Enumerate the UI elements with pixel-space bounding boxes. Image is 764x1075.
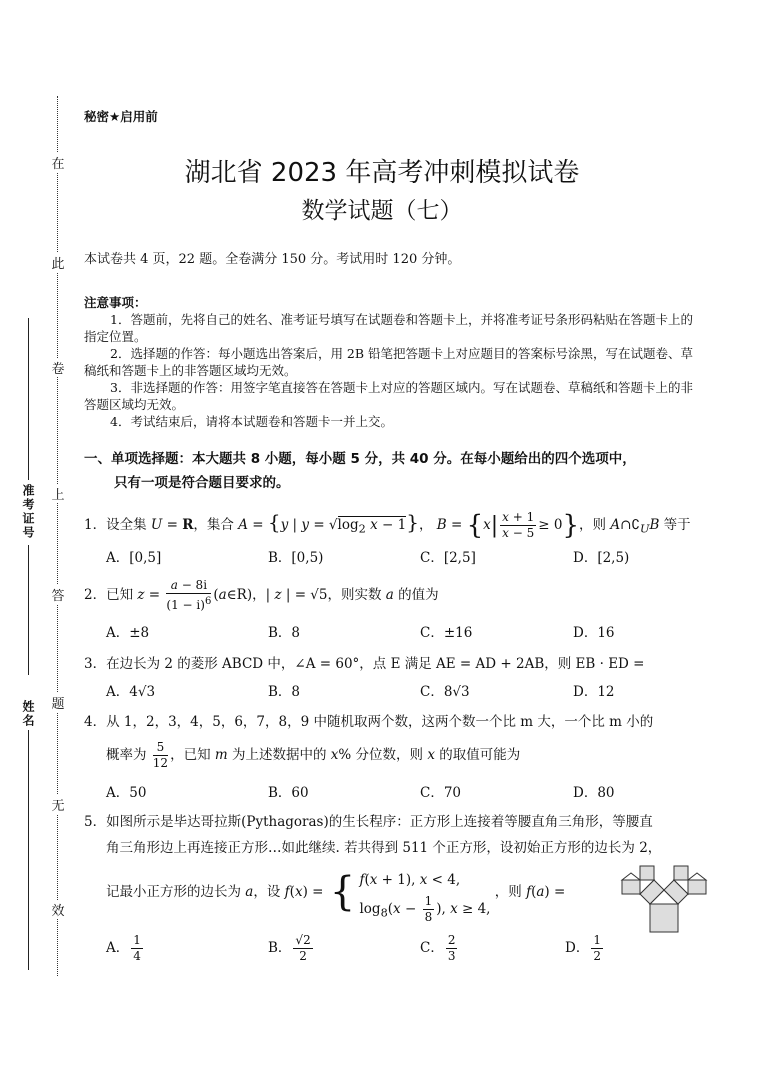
question-5-line2: 角三角形边上再连接正方形…如此继续. 若共得到 511 个正方形，设初始正方形的边长为 2，	[106, 840, 662, 856]
question-5	[84, 810, 653, 830]
margin-char: 此	[50, 253, 66, 272]
option-a[interactable]: A．[0,5]	[106, 550, 162, 566]
note-item: 2．选择题的作答：每小题选出答案后，用 2B 铅笔把答题卡上对应题目的答案标号涂黑，写在试题卷、草稿纸和答题卡上的非答题区域均无效。	[84, 346, 694, 378]
question-number: 2．	[84, 587, 107, 603]
option-a[interactable]: A． $\frac{1}{4}$	[106, 933, 141, 963]
binding-dotted-line	[57, 96, 58, 976]
section-heading-cont: 只有一项是符合题目要求的。	[114, 475, 290, 491]
option-a[interactable]: A．±8	[106, 625, 150, 641]
option-c[interactable]: C．70	[420, 785, 462, 801]
question-1: 1．设全集 U = R，集合 A = {y | $y = √\log_2$ x − 1}， B = {x| $\frac{x + 1}{x - 5}$ ≥ 0}，则 $A\cap∁_UB$ 等于	[84, 510, 691, 541]
question-number: 3．	[84, 656, 107, 672]
question-number: 1．	[84, 517, 107, 533]
question-2: 2．已知 z = $\frac{a - 8i}{(1 - i)^6}$ (a∈R)，| z | = √5，则实数 a 的值为	[84, 578, 439, 612]
question-text: 从 1，2，3，4，5，6，7，8，9 中随机取两个数，这两个数一个比 m 大，一个比 m 小的	[106, 714, 654, 730]
exam-intro: 本试卷共 4 页，22 题。全卷满分 150 分。考试用时 120 分钟。	[84, 252, 461, 267]
option-c[interactable]: C． $\frac{2}{3}$	[420, 933, 456, 963]
option-c[interactable]: C．±16	[420, 625, 473, 641]
exam-id-blank-line-lower[interactable]	[28, 545, 29, 675]
name-label: 姓名	[21, 700, 35, 728]
option-b[interactable]: B． $\frac{√2}{2}$	[268, 933, 311, 963]
question-number: 4．	[84, 714, 107, 730]
margin-char: 效	[50, 900, 66, 919]
option-c[interactable]: C．8√3	[420, 684, 470, 700]
option-d[interactable]: D． $\frac{1}{2}$	[565, 933, 601, 963]
question-3	[84, 652, 644, 672]
note-item: 4．考试结束后，请将本试题卷和答题卡一并上交。	[110, 414, 393, 429]
option-d[interactable]: D．80	[573, 785, 615, 801]
option-a[interactable]: A．50	[106, 785, 147, 801]
margin-char: 答	[50, 585, 66, 604]
exam-id-label: 准考证号	[21, 484, 35, 540]
note-item: 1．答题前，先将自己的姓名、准考证号填写在试题卷和答题卡上，并将准考证号条形码粘贴在答题卡上的指定位置。	[84, 312, 693, 344]
option-b[interactable]: B．8	[268, 625, 301, 641]
option-b[interactable]: B．60	[268, 785, 309, 801]
margin-char: 卷	[50, 358, 66, 377]
margin-char: 上	[50, 484, 66, 503]
section-heading: 一、单项选择题：本大题共 8 小题，每小题 5 分，共 40 分。在每小题给出的四个选项中，	[84, 451, 636, 467]
option-c[interactable]: C．[2,5]	[420, 550, 476, 566]
secret-label: 秘密★启用前	[84, 109, 158, 124]
option-b[interactable]: B．8	[268, 684, 301, 700]
question-text: 如图所示是毕达哥拉斯(Pythagoras)的生长程序：正方形上连接着等腰直角三角形，等腰直	[106, 814, 653, 830]
margin-char: 无	[50, 795, 66, 814]
question-text: 在边长为 2 的菱形 ABCD 中，∠A = 60°，点 E 满足 AE = AD + 2AB，则 EB · ED =	[106, 656, 645, 672]
option-d[interactable]: D．16	[573, 625, 615, 641]
question-4	[84, 710, 653, 730]
exam-id-blank-line[interactable]	[28, 318, 29, 480]
margin-char: 在	[50, 153, 66, 172]
question-number: 5．	[84, 814, 107, 830]
option-a[interactable]: A．4√3	[106, 684, 156, 700]
option-b[interactable]: B．[0,5)	[268, 550, 324, 566]
margin-char: 题	[50, 693, 66, 712]
page-title: 湖北省 2023 年高考冲刺模拟试卷	[184, 158, 580, 188]
name-blank-line[interactable]	[28, 730, 29, 970]
option-d[interactable]: D．12	[573, 684, 615, 700]
notes-heading: 注意事项：	[84, 295, 147, 310]
note-item: 3．非选择题的作答：用签字笔直接答在答题卡上对应的答题区域内。写在试题卷、草稿纸和答题卡上的非答题区域均无效。	[84, 380, 693, 412]
question-5-line3: 记最小正方形的边长为 a，设 f(x) = { f(x + 1), x < 4, $\log_8(x$ − $\frac{1}{8}$ ), x ≥ 4, ，则 f(a) =	[106, 869, 566, 924]
question-4-cont: 概率为 $\frac{5}{12}$ ，已知 m 为上述数据中的 x% 分位数，则 x 的取值可能为	[106, 740, 521, 770]
page-subtitle: 数学试题（七）	[301, 198, 463, 224]
option-d[interactable]: D．[2,5)	[573, 550, 630, 566]
pythagoras-tree-figure	[618, 860, 712, 944]
